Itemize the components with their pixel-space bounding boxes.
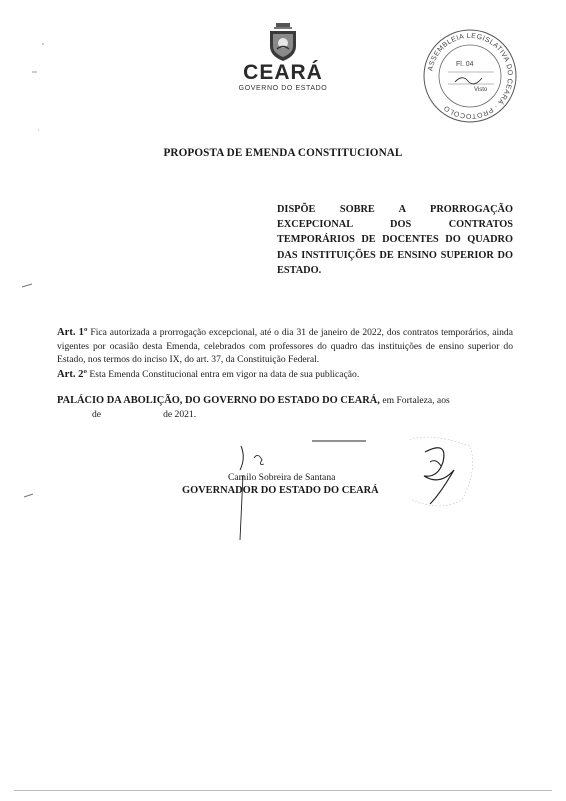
brand-name: CEARÁ: [243, 61, 323, 84]
ementa-summary: DISPÕE SOBRE A PRORROGAÇÃO EXCEPCIONAL DOS CONTRATOS TEMPORÁRIOS DE DOCENTES DO QUADRO DAS INSTITUIÇÕES DE ENSINO SUPERIOR DO ESTADO.: [277, 204, 513, 276]
article-2-text: Esta Emenda Constitucional entra em vigor na data de sua publicação.: [89, 369, 360, 380]
stamp-visto-label: Visto: [474, 87, 488, 93]
closing-city: em Fortaleza, aos: [382, 395, 450, 406]
stamp-page-number: Fl. 04: [456, 61, 474, 68]
brand-subtitle: GOVERNO DO ESTADO: [238, 85, 328, 92]
stamp-ring-text: ASSEMBLEIA LEGISLATIVA DO CEARÁ · PROTOCOLO: [427, 32, 514, 120]
article-2-label: Art. 2º: [57, 369, 87, 380]
document-title: PROPOSTA DE EMENDA CONSTITUCIONAL: [163, 147, 403, 159]
article-1-text: Fica autorizada a prorrogação excepcional, até o dia 31 de janeiro de 2022, dos contratos temporários, ainda vigentes por ocasião desta Emenda, celebrados com professores do quadro das instituições de ensino superior do Estado, nos termos do inciso IX, do art. 37, da Constituição Federal.: [57, 327, 513, 366]
closing-place: PALÁCIO DA ABOLIÇÃO, DO GOVERNO DO ESTADO DO CEARÁ,: [57, 395, 380, 406]
page-bottom-edge: [14, 790, 552, 791]
signatory-role: GOVERNADOR DO ESTADO DO CEARÁ: [182, 485, 379, 496]
closing-year: de 2021.: [163, 409, 197, 420]
signatory-name: Camilo Sobreira de Santana: [228, 472, 336, 483]
closing-de: de: [92, 409, 102, 420]
scan-margin-marks: [0, 0, 60, 801]
article-1-label: Art. 1º: [57, 327, 88, 338]
